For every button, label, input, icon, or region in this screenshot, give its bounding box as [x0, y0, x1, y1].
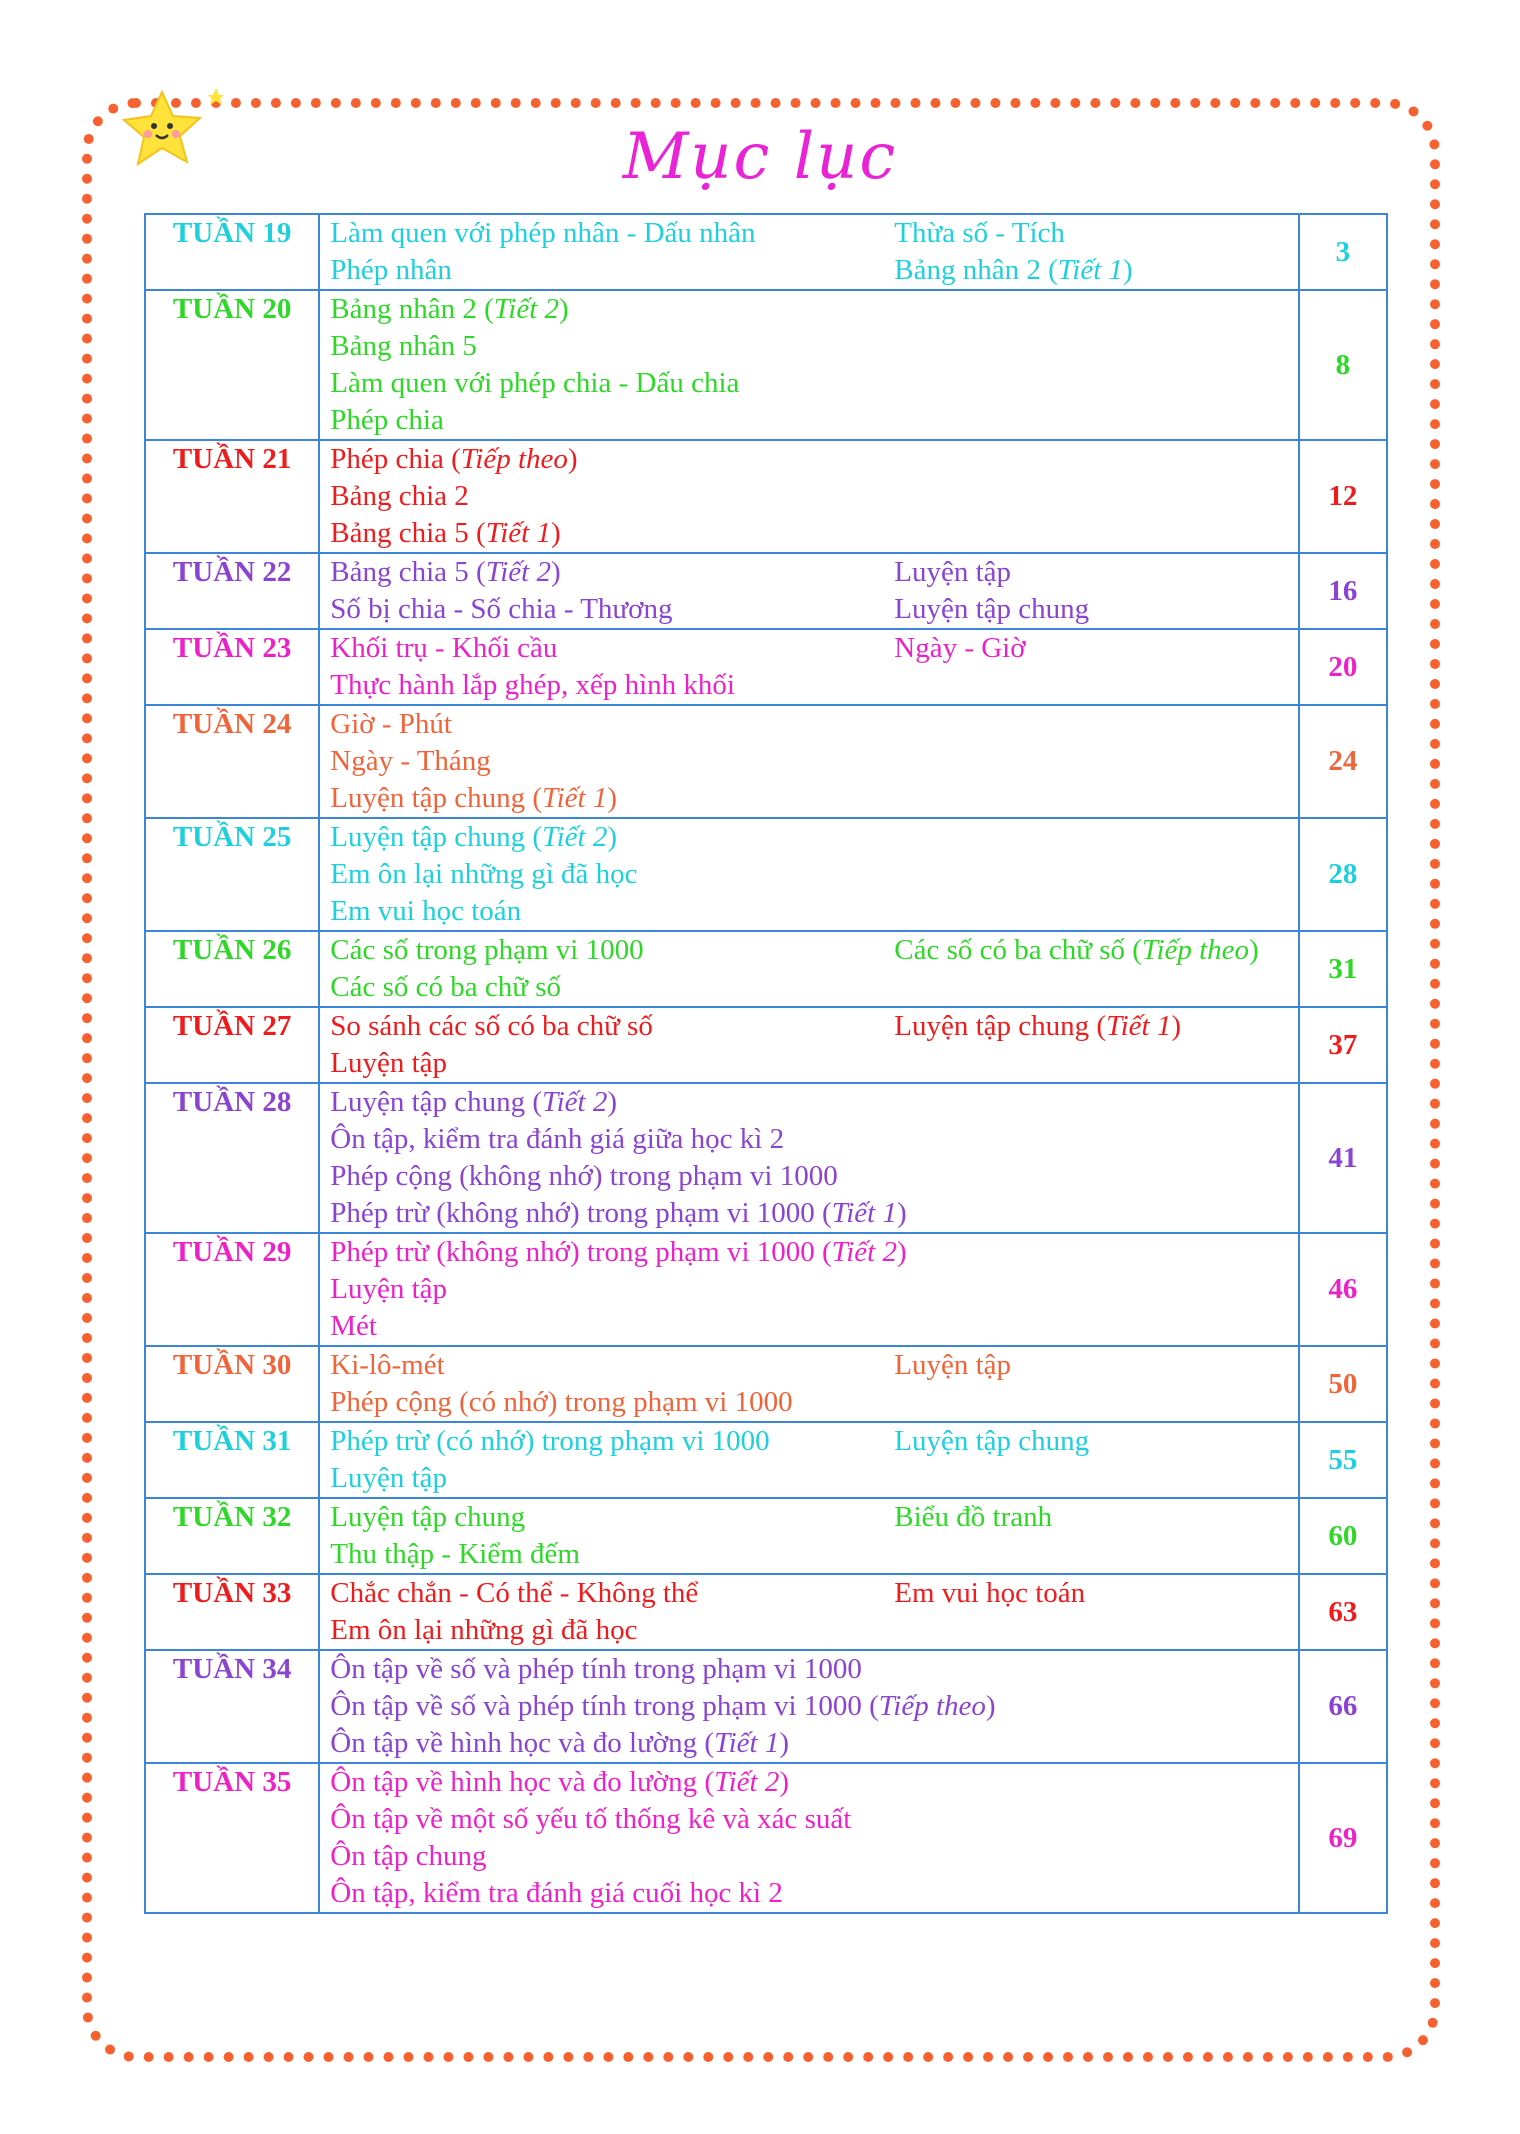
lesson-column-right — [894, 1423, 1298, 1497]
week-label: TUẦN 29 — [145, 1233, 319, 1346]
lesson-note: Tiết 2 — [831, 1236, 897, 1268]
lesson-text: ) — [607, 1086, 617, 1118]
lesson-text: Luyện tập — [894, 556, 1012, 588]
week-label: TUẦN 33 — [145, 1574, 319, 1650]
lesson-note: Tiết 1 — [542, 782, 608, 814]
lesson-text: Luyện tập chung ( — [330, 821, 543, 853]
lesson-column-left — [320, 1575, 894, 1649]
lesson-line — [330, 1499, 894, 1536]
lesson-text: ) — [1123, 254, 1133, 286]
lesson-line — [330, 515, 894, 552]
lesson-line — [330, 1651, 894, 1688]
lesson-line — [330, 969, 894, 1006]
lesson-text: Biểu đồ tranh — [894, 1501, 1053, 1533]
lesson-list — [319, 553, 1299, 629]
lesson-line — [330, 1612, 894, 1649]
lesson-column-right — [894, 706, 1298, 817]
lesson-text: ) — [559, 293, 569, 325]
lesson-column-right — [894, 1008, 1298, 1082]
page-number: 8 — [1299, 290, 1387, 440]
lesson-list — [319, 1346, 1299, 1422]
lesson-line — [330, 1084, 894, 1121]
lesson-line — [330, 1725, 894, 1762]
week-row — [145, 1574, 1387, 1650]
lesson-column-right — [894, 1651, 1298, 1762]
lesson-text: ) — [985, 1690, 996, 1722]
lesson-note: Tiết 2 — [485, 556, 551, 588]
week-row — [145, 1083, 1387, 1233]
lesson-list — [319, 705, 1299, 818]
page-number: 12 — [1299, 440, 1387, 553]
lesson-text: ) — [779, 1766, 790, 1798]
lesson-line — [330, 1008, 894, 1045]
lesson-line — [894, 1575, 1298, 1612]
page-number: 16 — [1299, 553, 1387, 629]
week-row — [145, 1498, 1387, 1574]
lesson-line — [330, 402, 894, 439]
week-row — [145, 1422, 1387, 1498]
lesson-column-right — [894, 1499, 1298, 1573]
lesson-text: Thu thập - Kiểm đếm — [330, 1538, 580, 1570]
lesson-note: Tiết 1 — [485, 517, 551, 549]
lesson-column-right — [894, 819, 1298, 930]
lesson-text: Phép nhân — [330, 254, 452, 286]
lesson-text: Ôn tập về hình học và đo lường ( — [330, 1727, 715, 1759]
lesson-text: Luyện tập — [330, 1047, 448, 1079]
lesson-text: Ôn tập chung — [330, 1840, 487, 1872]
lesson-column-left — [320, 1499, 894, 1573]
week-label: TUẦN 27 — [145, 1007, 319, 1083]
lesson-line — [330, 630, 894, 667]
lesson-line — [330, 478, 894, 515]
lesson-line — [330, 1688, 996, 1725]
page-number: 3 — [1299, 214, 1387, 290]
lesson-text: ) — [550, 556, 561, 588]
page-number: 37 — [1299, 1007, 1387, 1083]
lesson-text: Phép trừ (có nhớ) trong phạm vi 1000 — [330, 1425, 770, 1457]
lesson-text: ) — [607, 821, 617, 853]
table-of-contents — [144, 213, 1388, 1914]
lesson-text: Ôn tập về hình học và đo lường ( — [330, 1766, 715, 1798]
lesson-line — [330, 743, 894, 780]
lesson-text: So sánh các số có ba chữ số — [330, 1010, 653, 1042]
lesson-column-right — [894, 291, 1298, 439]
lesson-column-left — [320, 554, 894, 628]
lesson-text: Ki-lô-mét — [330, 1349, 445, 1381]
lesson-text: Làm quen với phép nhân - Dấu nhân — [330, 217, 756, 249]
page-number: 41 — [1299, 1083, 1387, 1233]
lesson-text: Thực hành lắp ghép, xếp hình khối — [330, 669, 735, 701]
lesson-note: Tiếp theo — [1141, 934, 1250, 966]
lesson-text: Luyện tập chung ( — [330, 1086, 543, 1118]
lesson-text: Luyện tập chung — [894, 1425, 1090, 1457]
lesson-text: Các số có ba chữ số — [330, 971, 562, 1003]
week-label: TUẦN 22 — [145, 553, 319, 629]
page-number: 46 — [1299, 1233, 1387, 1346]
page-number: 50 — [1299, 1346, 1387, 1422]
lesson-list — [319, 1574, 1299, 1650]
lesson-column-right — [894, 1347, 1298, 1421]
week-row — [145, 1346, 1387, 1422]
week-label: TUẦN 32 — [145, 1498, 319, 1574]
lesson-text: Ôn tập về số và phép tính trong phạm vi 1000 — [330, 1653, 862, 1685]
lesson-line — [894, 932, 1298, 969]
lesson-line — [330, 591, 894, 628]
lesson-line — [894, 1423, 1298, 1460]
lesson-column-right — [894, 932, 1298, 1006]
lesson-list — [319, 931, 1299, 1007]
lesson-text: Phép chia — [330, 404, 444, 436]
week-row — [145, 290, 1387, 440]
week-label: TUẦN 28 — [145, 1083, 319, 1233]
lesson-line — [330, 1384, 894, 1421]
lesson-column-right — [894, 1084, 1298, 1232]
lesson-line — [330, 1271, 894, 1308]
lesson-line — [330, 893, 894, 930]
lesson-text: Số bị chia - Số chia - Thương — [330, 593, 673, 625]
week-label: TUẦN 34 — [145, 1650, 319, 1763]
lesson-text: Bảng nhân 2 ( — [330, 293, 494, 325]
lesson-text: Bảng chia 5 ( — [330, 556, 486, 588]
lesson-text: Luyện tập chung ( — [894, 1010, 1107, 1042]
week-label: TUẦN 21 — [145, 440, 319, 553]
lesson-list — [319, 290, 1299, 440]
lesson-column-right — [894, 441, 1298, 552]
lesson-line — [894, 215, 1298, 252]
lesson-note: Tiết 2 — [542, 1086, 608, 1118]
lesson-text: Bảng chia 2 — [330, 480, 469, 512]
lesson-line — [894, 252, 1298, 289]
lesson-line — [330, 252, 894, 289]
lesson-text: Phép trừ (không nhớ) trong phạm vi 1000 ( — [330, 1197, 832, 1229]
lesson-list — [319, 1422, 1299, 1498]
week-row — [145, 553, 1387, 629]
lesson-text: Luyện tập — [330, 1462, 448, 1494]
lesson-text: Phép cộng (không nhớ) trong phạm vi 1000 — [330, 1160, 838, 1192]
lesson-line — [330, 1308, 894, 1345]
week-label: TUẦN 30 — [145, 1346, 319, 1422]
lesson-line — [330, 554, 894, 591]
week-label: TUẦN 31 — [145, 1422, 319, 1498]
lesson-line — [330, 1121, 894, 1158]
lesson-line — [330, 1460, 894, 1497]
lesson-line — [894, 1008, 1298, 1045]
lesson-text: Ôn tập, kiểm tra đánh giá cuối học kì 2 — [330, 1877, 783, 1909]
lesson-column-left — [320, 1084, 907, 1232]
lesson-text: Thừa số - Tích — [894, 217, 1065, 249]
lesson-column-left — [320, 1347, 894, 1421]
lesson-text: ) — [1249, 934, 1259, 966]
lesson-line — [330, 328, 894, 365]
lesson-line — [894, 630, 1298, 667]
page-number: 63 — [1299, 1574, 1387, 1650]
lesson-list — [319, 1007, 1299, 1083]
page-number: 20 — [1299, 629, 1387, 705]
lesson-column-left — [320, 819, 894, 930]
lesson-text: ) — [896, 1197, 907, 1229]
lesson-line — [894, 1499, 1298, 1536]
lesson-note: Tiết 1 — [714, 1727, 780, 1759]
lesson-line — [330, 291, 894, 328]
lesson-line — [330, 932, 894, 969]
lesson-text: ) — [896, 1236, 907, 1268]
lesson-text: ) — [779, 1727, 790, 1759]
lesson-text: Bảng nhân 5 — [330, 330, 477, 362]
lesson-text: Luyện tập chung ( — [330, 782, 543, 814]
lesson-line — [330, 1575, 894, 1612]
week-row — [145, 705, 1387, 818]
week-label: TUẦN 24 — [145, 705, 319, 818]
page-number: 31 — [1299, 931, 1387, 1007]
page-number: 24 — [1299, 705, 1387, 818]
week-label: TUẦN 26 — [145, 931, 319, 1007]
lesson-column-left — [320, 706, 894, 817]
lesson-text: Chắc chắn - Có thể - Không thể — [330, 1577, 699, 1609]
lesson-column-right — [894, 1234, 1298, 1345]
lesson-note: Tiết 2 — [542, 821, 608, 853]
lesson-text: Ôn tập về một số yếu tố thống kê và xác suất — [330, 1803, 852, 1835]
lesson-line — [330, 1875, 894, 1912]
lesson-list — [319, 214, 1299, 290]
page-number: 66 — [1299, 1650, 1387, 1763]
week-row — [145, 1233, 1387, 1346]
lesson-column-left — [320, 1423, 894, 1497]
lesson-text: Luyện tập — [330, 1273, 448, 1305]
lesson-line — [330, 1045, 894, 1082]
lesson-text: Mét — [330, 1310, 377, 1342]
week-row — [145, 1007, 1387, 1083]
lesson-text: Ôn tập, kiểm tra đánh giá giữa học kì 2 — [330, 1123, 785, 1155]
lesson-text: Phép trừ (không nhớ) trong phạm vi 1000 ( — [330, 1236, 832, 1268]
lesson-line — [330, 1195, 907, 1232]
week-label: TUẦN 19 — [145, 214, 319, 290]
lesson-line — [330, 780, 894, 817]
lesson-column-left — [320, 1764, 894, 1912]
lesson-text: Phép cộng (có nhớ) trong phạm vi 1000 — [330, 1386, 793, 1418]
lesson-line — [330, 1801, 894, 1838]
lesson-line — [894, 554, 1298, 591]
week-row — [145, 1763, 1387, 1913]
lesson-list — [319, 818, 1299, 931]
lesson-column-right — [894, 554, 1298, 628]
lesson-line — [330, 1347, 894, 1384]
lesson-text: Khối trụ - Khối cầu — [330, 632, 558, 664]
lesson-text: Các số có ba chữ số ( — [894, 934, 1142, 966]
lesson-line — [330, 706, 894, 743]
lesson-line — [330, 667, 894, 704]
lesson-line — [330, 441, 894, 478]
lesson-text: Em vui học toán — [894, 1577, 1086, 1609]
page-number: 69 — [1299, 1763, 1387, 1913]
week-row — [145, 1650, 1387, 1763]
lesson-text: Em ôn lại những gì đã học — [330, 1614, 638, 1646]
lesson-line — [330, 1764, 894, 1801]
lesson-note: Tiết 1 — [1106, 1010, 1172, 1042]
page-title: Mục lục — [622, 120, 898, 194]
page-number: 60 — [1299, 1498, 1387, 1574]
page-number: 55 — [1299, 1422, 1387, 1498]
lesson-list — [319, 1498, 1299, 1574]
week-row — [145, 629, 1387, 705]
lesson-text: Luyện tập chung — [894, 593, 1090, 625]
lesson-list — [319, 1650, 1299, 1763]
lesson-text: Bảng chia 5 ( — [330, 517, 486, 549]
page-number: 28 — [1299, 818, 1387, 931]
lesson-line — [330, 1158, 894, 1195]
lesson-text: Ngày - Tháng — [330, 745, 491, 777]
lesson-text: ) — [607, 782, 617, 814]
lesson-list — [319, 440, 1299, 553]
lesson-list — [319, 1233, 1299, 1346]
week-row — [145, 931, 1387, 1007]
week-label: TUẦN 23 — [145, 629, 319, 705]
lesson-text: ) — [1171, 1010, 1181, 1042]
lesson-text: ) — [567, 443, 578, 475]
lesson-line — [330, 1234, 907, 1271]
lesson-line — [330, 1838, 894, 1875]
lesson-column-left — [320, 1234, 907, 1345]
lesson-list — [319, 1763, 1299, 1913]
week-label: TUẦN 35 — [145, 1763, 319, 1913]
lesson-line — [330, 856, 894, 893]
week-row — [145, 818, 1387, 931]
lesson-note: Tiết 1 — [1057, 254, 1124, 286]
week-label: TUẦN 25 — [145, 818, 319, 931]
week-row — [145, 440, 1387, 553]
lesson-note: Tiết 1 — [831, 1197, 897, 1229]
lesson-column-left — [320, 1651, 996, 1762]
lesson-line — [330, 819, 894, 856]
lesson-text: Bảng nhân 2 ( — [894, 254, 1058, 286]
lesson-text: Em ôn lại những gì đã học — [330, 858, 638, 890]
lesson-text: Giờ - Phút — [330, 708, 452, 740]
lesson-text: Luyện tập — [894, 1349, 1012, 1381]
lesson-column-left — [320, 932, 894, 1006]
lesson-text: Ôn tập về số và phép tính trong phạm vi 1000 ( — [330, 1690, 879, 1722]
lesson-note: Tiết 2 — [714, 1766, 780, 1798]
lesson-column-left — [320, 441, 894, 552]
lesson-column-left — [320, 291, 894, 439]
lesson-column-left — [320, 215, 894, 289]
week-row — [145, 214, 1387, 290]
lesson-column-right — [894, 215, 1298, 289]
lesson-note: Tiếp theo — [460, 443, 568, 475]
lesson-note: Tiết 2 — [493, 293, 560, 325]
lesson-line — [330, 1423, 894, 1460]
lesson-column-right — [894, 1575, 1298, 1649]
lesson-text: Phép chia ( — [330, 443, 461, 475]
lesson-column-left — [320, 1008, 894, 1082]
lesson-list — [319, 629, 1299, 705]
lesson-list — [319, 1083, 1299, 1233]
lesson-text: Các số trong phạm vi 1000 — [330, 934, 644, 966]
lesson-text: Ngày - Giờ — [894, 632, 1026, 664]
lesson-column-right — [894, 630, 1298, 704]
lesson-line — [894, 1347, 1298, 1384]
lesson-note: Tiếp theo — [878, 1690, 986, 1722]
lesson-text: Em vui học toán — [330, 895, 522, 927]
lesson-column-left — [320, 630, 894, 704]
lesson-text: Luyện tập chung — [330, 1501, 526, 1533]
lesson-column-right — [894, 1764, 1298, 1912]
lesson-text: Làm quen với phép chia - Dấu chia — [330, 367, 740, 399]
lesson-line — [330, 365, 894, 402]
lesson-line — [330, 215, 894, 252]
lesson-line — [330, 1536, 894, 1573]
week-label: TUẦN 20 — [145, 290, 319, 440]
lesson-text: ) — [550, 517, 561, 549]
lesson-line — [894, 591, 1298, 628]
